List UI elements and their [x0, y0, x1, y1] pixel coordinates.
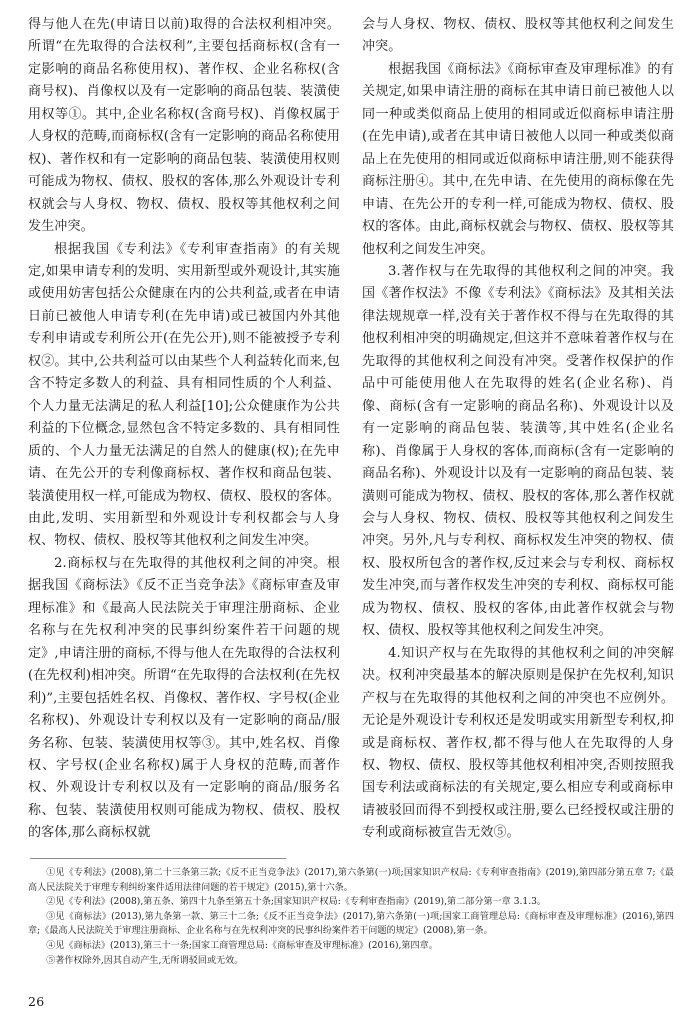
left-column — [28, 14, 340, 842]
footnote-separator-rule — [30, 858, 286, 859]
footnote-2: ②见《专利法》(2008),第五条、第四十九条至第五十条;国家知识产权局:《专利审查指南》(2019),第二部分第一章 3.1.3。 — [46, 897, 547, 908]
page-number: 26 — [28, 994, 45, 1009]
footnote-area — [28, 858, 674, 968]
footnote-3: ③见《商标法》(2013),第九条第一款、第三十二条;《反不正当竞争法》(2017),第六条第(一)项;国家工商管理总局:《商标审查及审理标准》(2016),第四章;《最高人民法院关于审理注册商标、企业名称与在先权利冲突的民事纠纷案件若干问题的规定》(2008),第一条。 — [28, 911, 674, 937]
paragraph-right-2: 根据我国《商标法》《商标审查及审理标准》的有关规定,如果申请注册的商标在其申请日前已被他人以同一种或类似商品上使用的相同或近似商标申请注册(在先申请),或者在其申请日被他人以同一种或类似商品上在先使用的相同或近似商标申请注册,则不能获得商标注册④。其中,在先申请、在先使用的商标像在先申请、在先公开的专利一样,可能成为物权、债权、股权的客体。由此,商标权就会与物权、债权、股权等其他权利之间发生冲突。 — [362, 61, 674, 257]
paragraph-right-3: 3.著作权与在先取得的其他权利之间的冲突。我国《著作权法》不像《专利法》《商标法》及其相关法律法规规章一样,没有关于著作权不得与在先取得的其他权利相冲突的明确规定,但这并不意味着著作权与在先取得的其他权利之间没有冲突。受著作权保护的作品中可能使用他人在先取得的姓名(企业名称)、肖像、商标(含有一定影响的商品名称)、外观设计以及有一定影响的商品包装、装潢等,其中姓名(企业名称)、肖像属于人身权的客体,而商标(含有一定影响的商品名称)、外观设计以及有一定影响的商品包装、装潢则可能成为物权、债权、股权的客体,那么著作权就会与人身权、物权、债权、股权等其他权利之间发生冲突。另外,凡与专利权、商标权发生冲突的物权、债权、股权所包含的著作权,反过来会与专利权、商标权发生冲突,而与著作权发生冲突的专利权、商标权可能成为物权、债权、股权的客体,由此著作权就会与物权、债权、股权等其他权利之间发生冲突。 — [362, 263, 674, 639]
paragraph-left-3: 2.商标权与在先取得的其他权利之间的冲突。根据我国《商标法》《反不正当竞争法》《商标审查及审理标准》和《最高人民法院关于审理注册商标、企业名称与在先权利冲突的民事纠纷案件若干问题的规定》,申请注册的商标,不得与他人在先取得的合法权利(在先权利)相冲突。所谓“在先取得的合法权利(在先权利)”,主要包括姓名权、肖像权、著作权、字号权(企业名称权)、外观设计专利权以及有一定影响的商品/服务名称、包装、装潢使用权等③。其中,姓名权、肖像权、字号权(企业名称权)属于人身权的范畴,而著作权、外观设计专利权以及有一定影响的商品/服务名称、包装、装潢使用权则可能成为物权、债权、股权的客体,那么商标权就 — [28, 555, 340, 841]
footnote-4: ④见《商标法》(2013),第三十一条;国家工商管理总局:《商标审查及审理标准》(2016),第四章。 — [46, 940, 438, 951]
two-column-body — [28, 14, 674, 842]
paragraph-left-1: 得与他人在先(申请日以前)取得的合法权利相冲突。所谓“在先取得的合法权利”,主要包括商标权(含有一定影响的商品名称使用权)、著作权、企业名称权(含商号权)、肖像权以及有一定影响的商品包装、装潢使用权等①。其中,企业名称权(含商号权)、肖像权属于人身权的范畴,而商标权(含有一定影响的商品名称使用权)、著作权和有一定影响的商品包装、装潢使用权则可能成为物权、债权、股权的客体,那么外观设计专利权就会与人身权、物权、债权、股权等其他权利之间发生冲突。 — [28, 17, 340, 235]
paragraph-right-1: 会与人身权、物权、债权、股权等其他权利之间发生冲突。 — [362, 17, 674, 55]
paragraph-left-2: 根据我国《专利法》《专利审查指南》的有关规定,如果申请专利的发明、实用新型或外观设计,其实施或使用妨害包括公众健康在内的公共利益,或者在申请日前已被他人申请专利(在先申请)或已被国内外其他专利申请或专利所公开(在先公开),则不能被授予专利权②。其中,公共利益可以由某些个人利益转化而来,包含不特定多数人的利益、具有相同性质的个人利益、个人力量无法满足的私人利益[10];公众健康作为公共利益的下位概念,显然包含不特定多数的、具有相同性质的、个人力量无法满足的自然人的健康(权);在先申请、在先公开的专利像商标权、著作权和商品包装、装潢使用权一样,可能成为物权、债权、股权的客体。由此,发明、实用新型和外观设计专利权都会与人身权、物权、债权、股权等其他权利之间发生冲突。 — [28, 241, 340, 549]
right-column — [362, 14, 674, 842]
paragraph-right-4: 4.知识产权与在先取得的其他权利之间的冲突解决。权利冲突最基本的解决原则是保护在先权利,知识产权与在先取得的其他权利之间的冲突也不应例外。无论是外观设计专利权还是发明或实用新型专利权,抑或是商标权、著作权,都不得与他人在先取得的人身权、物权、债权、股权等其他权利相冲突,否则按照我国专利法或商标法的有关规定,要么相应专利或商标申请被驳回而得不到授权或注册,要么已经授权或注册的专利或商标被宣告无效⑤。 — [362, 645, 674, 841]
footnote-5: ⑤著作权除外,因其自动产生,无所谓驳回或无效。 — [46, 955, 244, 966]
footnote-1: ①见《专利法》(2008),第二十三条第三款;《反不正当竞争法》(2017),第六条第(一)项;国家知识产权局:《专利审查指南》(2019),第四部分第五章 7;《最高人民法院关于审理专利纠纷案件适用法律问题的若干规定》(2015),第十六条。 — [28, 868, 674, 893]
